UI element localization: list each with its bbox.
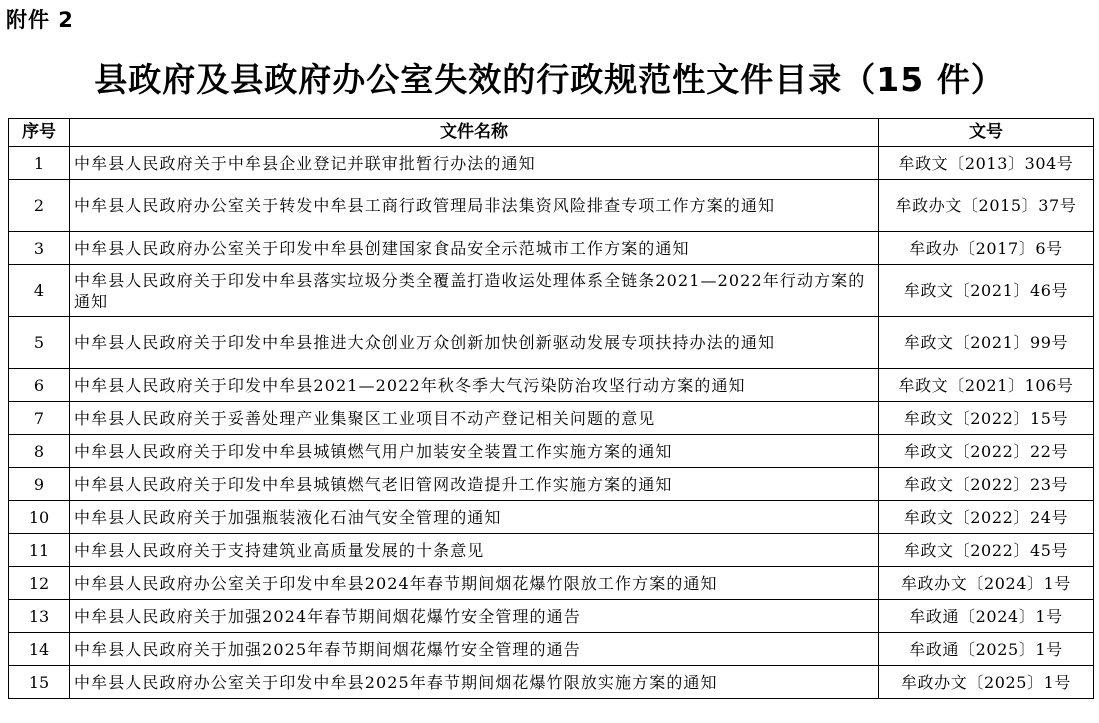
- row-number: 9: [9, 468, 70, 501]
- row-doc-number: 牟政文〔2022〕22号: [879, 435, 1094, 468]
- header-file-name: 文件名称: [70, 119, 879, 147]
- row-file-name: 中牟县人民政府关于加强瓶装液化石油气安全管理的通知: [70, 501, 879, 534]
- row-number: 5: [9, 317, 70, 369]
- row-number: 7: [9, 402, 70, 435]
- table-header-row: [9, 119, 1094, 147]
- row-doc-number: 牟政办〔2017〕6号: [879, 232, 1094, 265]
- row-number: 1: [9, 147, 70, 180]
- table-row: [9, 435, 1094, 468]
- row-doc-number: 牟政文〔2013〕304号: [879, 147, 1094, 180]
- table-row: [9, 666, 1094, 699]
- row-number: 12: [9, 567, 70, 600]
- row-file-name: 中牟县人民政府关于印发中牟县推进大众创业万众创新加快创新驱动发展专项扶持办法的通知: [70, 317, 879, 369]
- row-doc-number: 牟政办文〔2025〕1号: [879, 666, 1094, 699]
- row-file-name: 中牟县人民政府关于印发中牟县2021—2022年秋冬季大气污染防治攻坚行动方案的通知: [70, 369, 879, 402]
- row-file-name: 中牟县人民政府办公室关于印发中牟县2024年春节期间烟花爆竹限放工作方案的通知: [70, 567, 879, 600]
- row-number: 2: [9, 180, 70, 232]
- row-doc-number: 牟政文〔2022〕15号: [879, 402, 1094, 435]
- row-file-name: 中牟县人民政府关于支持建筑业高质量发展的十条意见: [70, 534, 879, 567]
- row-file-name: 中牟县人民政府关于加强2025年春节期间烟花爆竹安全管理的通告: [70, 633, 879, 666]
- row-doc-number: 牟政文〔2021〕99号: [879, 317, 1094, 369]
- row-file-name: 中牟县人民政府关于印发中牟县城镇燃气用户加装安全装置工作实施方案的通知: [70, 435, 879, 468]
- row-doc-number: 牟政办文〔2024〕1号: [879, 567, 1094, 600]
- row-file-name: 中牟县人民政府办公室关于转发中牟县工商行政管理局非法集资风险排查专项工作方案的通知: [70, 180, 879, 232]
- row-number: 14: [9, 633, 70, 666]
- table-row: [9, 402, 1094, 435]
- row-file-name: 中牟县人民政府关于妥善处理产业集聚区工业项目不动产登记相关问题的意见: [70, 402, 879, 435]
- row-doc-number: 牟政文〔2021〕46号: [879, 265, 1094, 317]
- document-title: 县政府及县政府办公室失效的行政规范性文件目录（15 件）: [94, 60, 1005, 99]
- row-number: 6: [9, 369, 70, 402]
- row-number: 15: [9, 666, 70, 699]
- row-file-name: 中牟县人民政府关于中牟县企业登记并联审批暂行办法的通知: [70, 147, 879, 180]
- table-row: [9, 369, 1094, 402]
- row-doc-number: 牟政办文〔2015〕37号: [879, 180, 1094, 232]
- catalog-table: [8, 118, 1094, 699]
- header-number: 序号: [9, 119, 70, 147]
- attachment-label: 附件 2: [6, 8, 74, 32]
- table-row: [9, 265, 1094, 317]
- table-row: [9, 147, 1094, 180]
- row-doc-number: 牟政文〔2022〕45号: [879, 534, 1094, 567]
- row-number: 4: [9, 265, 70, 317]
- row-file-name: 中牟县人民政府办公室关于印发中牟县创建国家食品安全示范城市工作方案的通知: [70, 232, 879, 265]
- row-number: 13: [9, 600, 70, 633]
- row-file-name: 中牟县人民政府关于印发中牟县落实垃圾分类全覆盖打造收运处理体系全链条2021—2022年行动方案的通知: [70, 265, 879, 317]
- row-file-name: 中牟县人民政府办公室关于印发中牟县2025年春节期间烟花爆竹限放实施方案的通知: [70, 666, 879, 699]
- table-row: [9, 600, 1094, 633]
- table-row: [9, 180, 1094, 232]
- table-row: [9, 468, 1094, 501]
- row-doc-number: 牟政文〔2021〕106号: [879, 369, 1094, 402]
- row-file-name: 中牟县人民政府关于印发中牟县城镇燃气老旧管网改造提升工作实施方案的通知: [70, 468, 879, 501]
- row-doc-number: 牟政文〔2022〕24号: [879, 501, 1094, 534]
- header-doc-number: 文号: [879, 119, 1094, 147]
- row-doc-number: 牟政文〔2022〕23号: [879, 468, 1094, 501]
- table-row: [9, 501, 1094, 534]
- table-row: [9, 317, 1094, 369]
- row-file-name: 中牟县人民政府关于加强2024年春节期间烟花爆竹安全管理的通告: [70, 600, 879, 633]
- row-number: 3: [9, 232, 70, 265]
- table-row: [9, 534, 1094, 567]
- row-number: 11: [9, 534, 70, 567]
- table-row: [9, 232, 1094, 265]
- table-row: [9, 633, 1094, 666]
- row-number: 10: [9, 501, 70, 534]
- row-doc-number: 牟政通〔2024〕1号: [879, 600, 1094, 633]
- row-number: 8: [9, 435, 70, 468]
- table-row: [9, 567, 1094, 600]
- row-doc-number: 牟政通〔2025〕1号: [879, 633, 1094, 666]
